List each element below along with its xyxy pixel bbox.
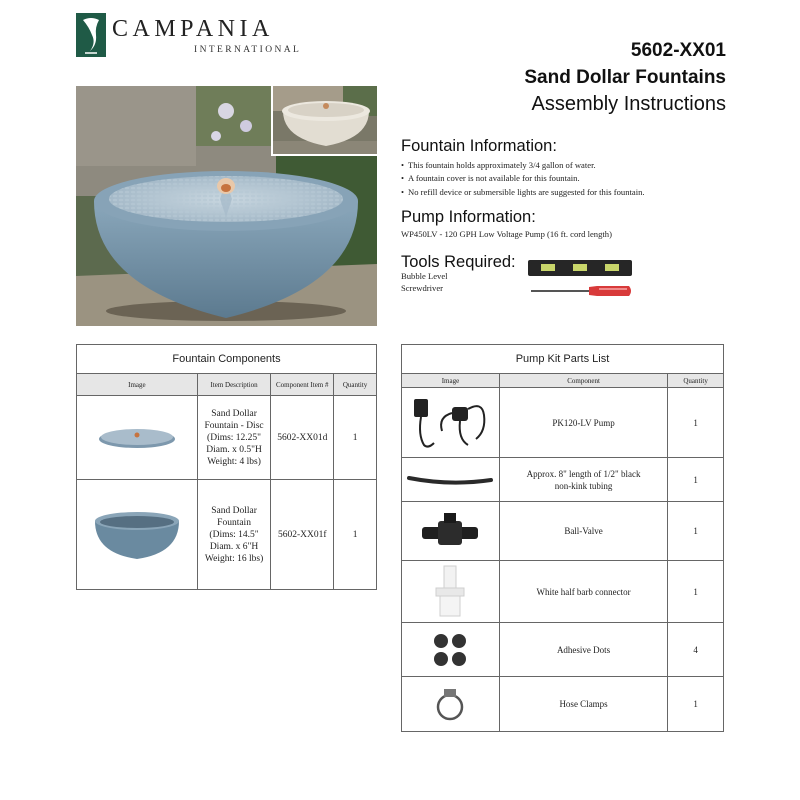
campania-logo [76,13,316,59]
table-row [402,502,724,561]
hose-clamp-image [402,677,500,732]
col-header: Quantity [334,374,377,396]
tools-heading: Tools Required: [401,253,516,271]
table-row [402,677,724,732]
pump-info-heading: Pump Information: [401,208,536,226]
table-row [402,458,724,502]
component-description: PK120-LV Pump [499,388,667,458]
fountain-info-bullet: • A fountain cover is not available for this fountain. [401,172,645,185]
quantity: 4 [668,623,724,677]
quantity: 1 [668,561,724,623]
quantity: 1 [334,480,377,590]
screwdriver-icon [529,284,633,298]
pump-image [402,388,500,458]
pump-info-text: WP450LV - 120 GPH Low Voltage Pump (16 ft. cord length) [401,229,612,239]
col-header: Image [402,374,500,388]
table-row [402,561,724,623]
logo-name: CAMPANIA [112,16,274,42]
ball-valve-image [402,502,500,561]
component-description: White half barb connector [499,561,667,623]
urn-logo-icon [76,13,106,57]
fountain-components-table [76,344,377,590]
fountain-info-list [401,159,645,199]
col-header: Component Item # [271,374,334,396]
kit-caption: Pump Kit Parts List [402,345,724,374]
product-code: 5602-XX01 [630,40,726,61]
tool-item: Bubble Level [401,271,448,281]
disc-image [77,396,198,480]
item-description: Sand Dollar Fountain (Dims: 14.5" Diam. x 6"H Weight: 16 lbs) [197,480,271,590]
table-row [77,480,377,590]
tools-list [401,270,448,294]
component-description: Ball-Valve [499,502,667,561]
component-item-number: 5602-XX01d [271,396,334,480]
fountain-inset-photo [271,86,377,156]
component-description: Hose Clamps [499,677,667,732]
fountain-info-bullet: • This fountain holds approximately 3/4 gallon of water. [401,159,645,172]
table-row [402,623,724,677]
item-description: Sand Dollar Fountain - Disc (Dims: 12.25" Diam. x 0.5"H Weight: 4 lbs) [197,396,271,480]
barb-connector-image [402,561,500,623]
col-header: Item Description [197,374,271,396]
quantity: 1 [668,388,724,458]
quantity: 1 [668,502,724,561]
bowl-image [77,480,198,590]
quantity: 1 [668,677,724,732]
tubing-image [402,458,500,502]
component-description: Approx. 8" length of 1/2" black non-kink tubing [499,458,667,502]
components-caption: Fountain Components [77,345,377,374]
col-header: Quantity [668,374,724,388]
document-title: Assembly Instructions [531,93,726,115]
component-item-number: 5602-XX01f [271,480,334,590]
col-header: Component [499,374,667,388]
bubble-level-icon [527,258,633,278]
quantity: 1 [668,458,724,502]
product-name: Sand Dollar Fountains [524,67,726,88]
fountain-info-bullet: • No refill device or submersible lights are suggested for this fountain. [401,186,645,199]
logo-subtitle: INTERNATIONAL [194,45,302,55]
component-description: Adhesive Dots [499,623,667,677]
table-row [402,388,724,458]
col-header: Image [77,374,198,396]
quantity: 1 [334,396,377,480]
adhesive-dots-image [402,623,500,677]
pump-kit-table [401,344,724,732]
fountain-info-heading: Fountain Information: [401,137,557,155]
tool-item: Screwdriver [401,283,443,293]
table-row [77,396,377,480]
